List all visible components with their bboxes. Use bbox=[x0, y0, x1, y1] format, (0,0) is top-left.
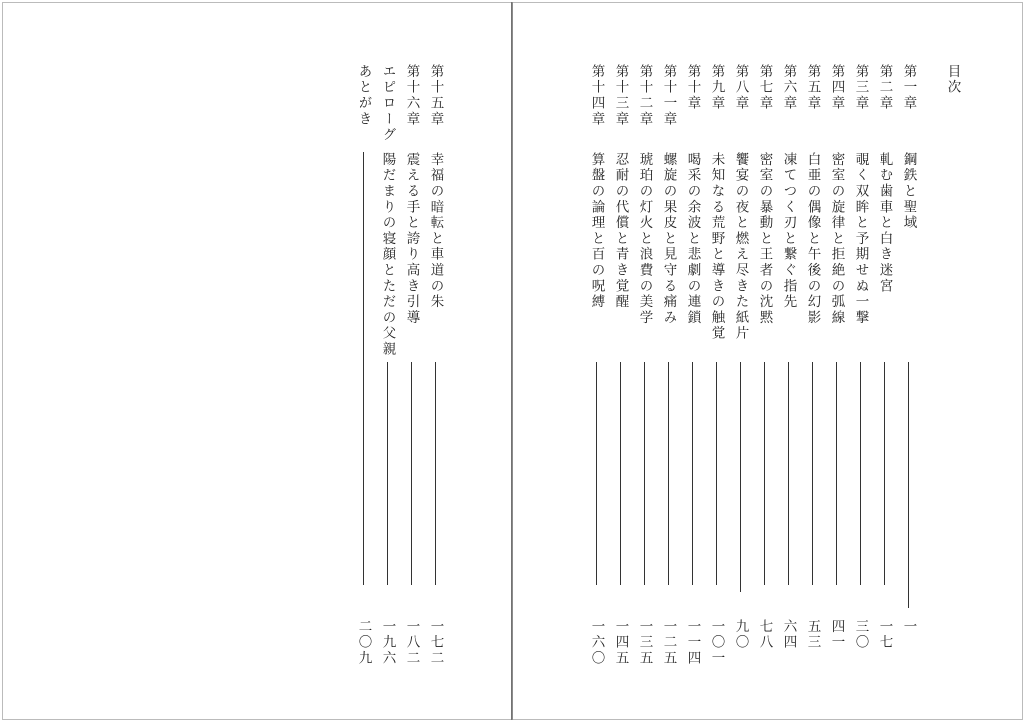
leader-line bbox=[644, 362, 645, 585]
page-number: 九〇 bbox=[732, 619, 749, 651]
chapter-label: 第十五章 bbox=[427, 64, 444, 128]
chapter-title: 饗宴の夜と燃え尽きた紙片 bbox=[732, 152, 749, 342]
chapter-title: 覗く双眸と予期せぬ一撃 bbox=[852, 152, 869, 326]
page-number: 一一四 bbox=[684, 619, 701, 667]
leader-line bbox=[788, 362, 789, 585]
leader-line bbox=[363, 152, 364, 585]
chapter-label: 第三章 bbox=[852, 64, 869, 112]
chapter-label: あとがき bbox=[355, 64, 372, 128]
chapter-title: 喝采の余波と悲劇の連鎖 bbox=[684, 152, 701, 326]
page-number: 一七二 bbox=[427, 619, 444, 667]
chapter-title: 算盤の論理と百の呪縛 bbox=[588, 152, 605, 310]
chapter-label: 第十三章 bbox=[612, 64, 629, 128]
page-number: 一三五 bbox=[636, 619, 653, 667]
chapter-label: 第九章 bbox=[708, 64, 725, 112]
leader-line bbox=[596, 362, 597, 585]
chapter-title: 未知なる荒野と導きの触覚 bbox=[708, 152, 725, 342]
leader-line bbox=[716, 362, 717, 585]
page-gutter bbox=[511, 2, 513, 720]
chapter-label: エピローグ bbox=[379, 64, 396, 143]
page-number: 一八二 bbox=[403, 619, 420, 667]
page-number: 一四五 bbox=[612, 619, 629, 667]
leader-line bbox=[812, 362, 813, 585]
leader-line bbox=[387, 362, 388, 585]
chapter-label: 第六章 bbox=[780, 64, 797, 112]
leader-line bbox=[764, 362, 765, 585]
leader-line bbox=[692, 362, 693, 585]
chapter-title: 白亜の偶像と午後の幻影 bbox=[804, 152, 821, 326]
page-number: 一六〇 bbox=[588, 619, 605, 667]
page-number: 五三 bbox=[804, 619, 821, 651]
chapter-label: 第十二章 bbox=[636, 64, 653, 128]
leader-line bbox=[908, 362, 909, 608]
chapter-title: 凍てつく刃と繋ぐ指先 bbox=[780, 152, 797, 310]
page-number: 一〇一 bbox=[708, 619, 725, 667]
page-number: 三〇 bbox=[852, 619, 869, 651]
chapter-title: 軋む歯車と白き迷宮 bbox=[876, 152, 893, 295]
chapter-label: 第七章 bbox=[756, 64, 773, 112]
page-number: 二〇九 bbox=[355, 619, 372, 667]
leader-line bbox=[668, 362, 669, 585]
chapter-label: 第一章 bbox=[900, 64, 917, 112]
leader-line bbox=[860, 362, 861, 585]
chapter-label: 第八章 bbox=[732, 64, 749, 112]
chapter-title: 鋼鉄と聖域 bbox=[900, 152, 917, 231]
chapter-title: 震える手と誇り高き引導 bbox=[403, 152, 420, 326]
leader-line bbox=[435, 362, 436, 585]
page-number: 一 bbox=[900, 619, 917, 635]
page-number: 七八 bbox=[756, 619, 773, 651]
page-number: 一二五 bbox=[660, 619, 677, 667]
toc-title: 目次 bbox=[944, 64, 961, 96]
chapter-label: 第十四章 bbox=[588, 64, 605, 128]
leader-line bbox=[620, 362, 621, 585]
chapter-title: 密室の暴動と王者の沈黙 bbox=[756, 152, 773, 326]
leader-line bbox=[411, 362, 412, 585]
chapter-label: 第五章 bbox=[804, 64, 821, 112]
chapter-title: 幸福の暗転と車道の朱 bbox=[427, 152, 444, 310]
leader-line bbox=[740, 362, 741, 592]
chapter-label: 第二章 bbox=[876, 64, 893, 112]
chapter-label: 第十章 bbox=[684, 64, 701, 112]
chapter-title: 琥珀の灯火と浪費の美学 bbox=[636, 152, 653, 326]
leader-line bbox=[884, 362, 885, 585]
chapter-label: 第十六章 bbox=[403, 64, 420, 128]
leader-line bbox=[836, 362, 837, 585]
chapter-label: 第四章 bbox=[828, 64, 845, 112]
page-number: 六四 bbox=[780, 619, 797, 651]
chapter-label: 第十一章 bbox=[660, 64, 677, 128]
chapter-title: 陽だまりの寝顔とただの父親 bbox=[379, 152, 396, 358]
chapter-title: 忍耐の代償と青き覚醒 bbox=[612, 152, 629, 310]
page-number: 一七 bbox=[876, 619, 893, 651]
page-number: 四一 bbox=[828, 619, 845, 651]
page-number: 一九六 bbox=[379, 619, 396, 667]
chapter-title: 密室の旋律と拒絶の弧線 bbox=[828, 152, 845, 326]
chapter-title: 螺旋の果皮と見守る痛み bbox=[660, 152, 677, 326]
